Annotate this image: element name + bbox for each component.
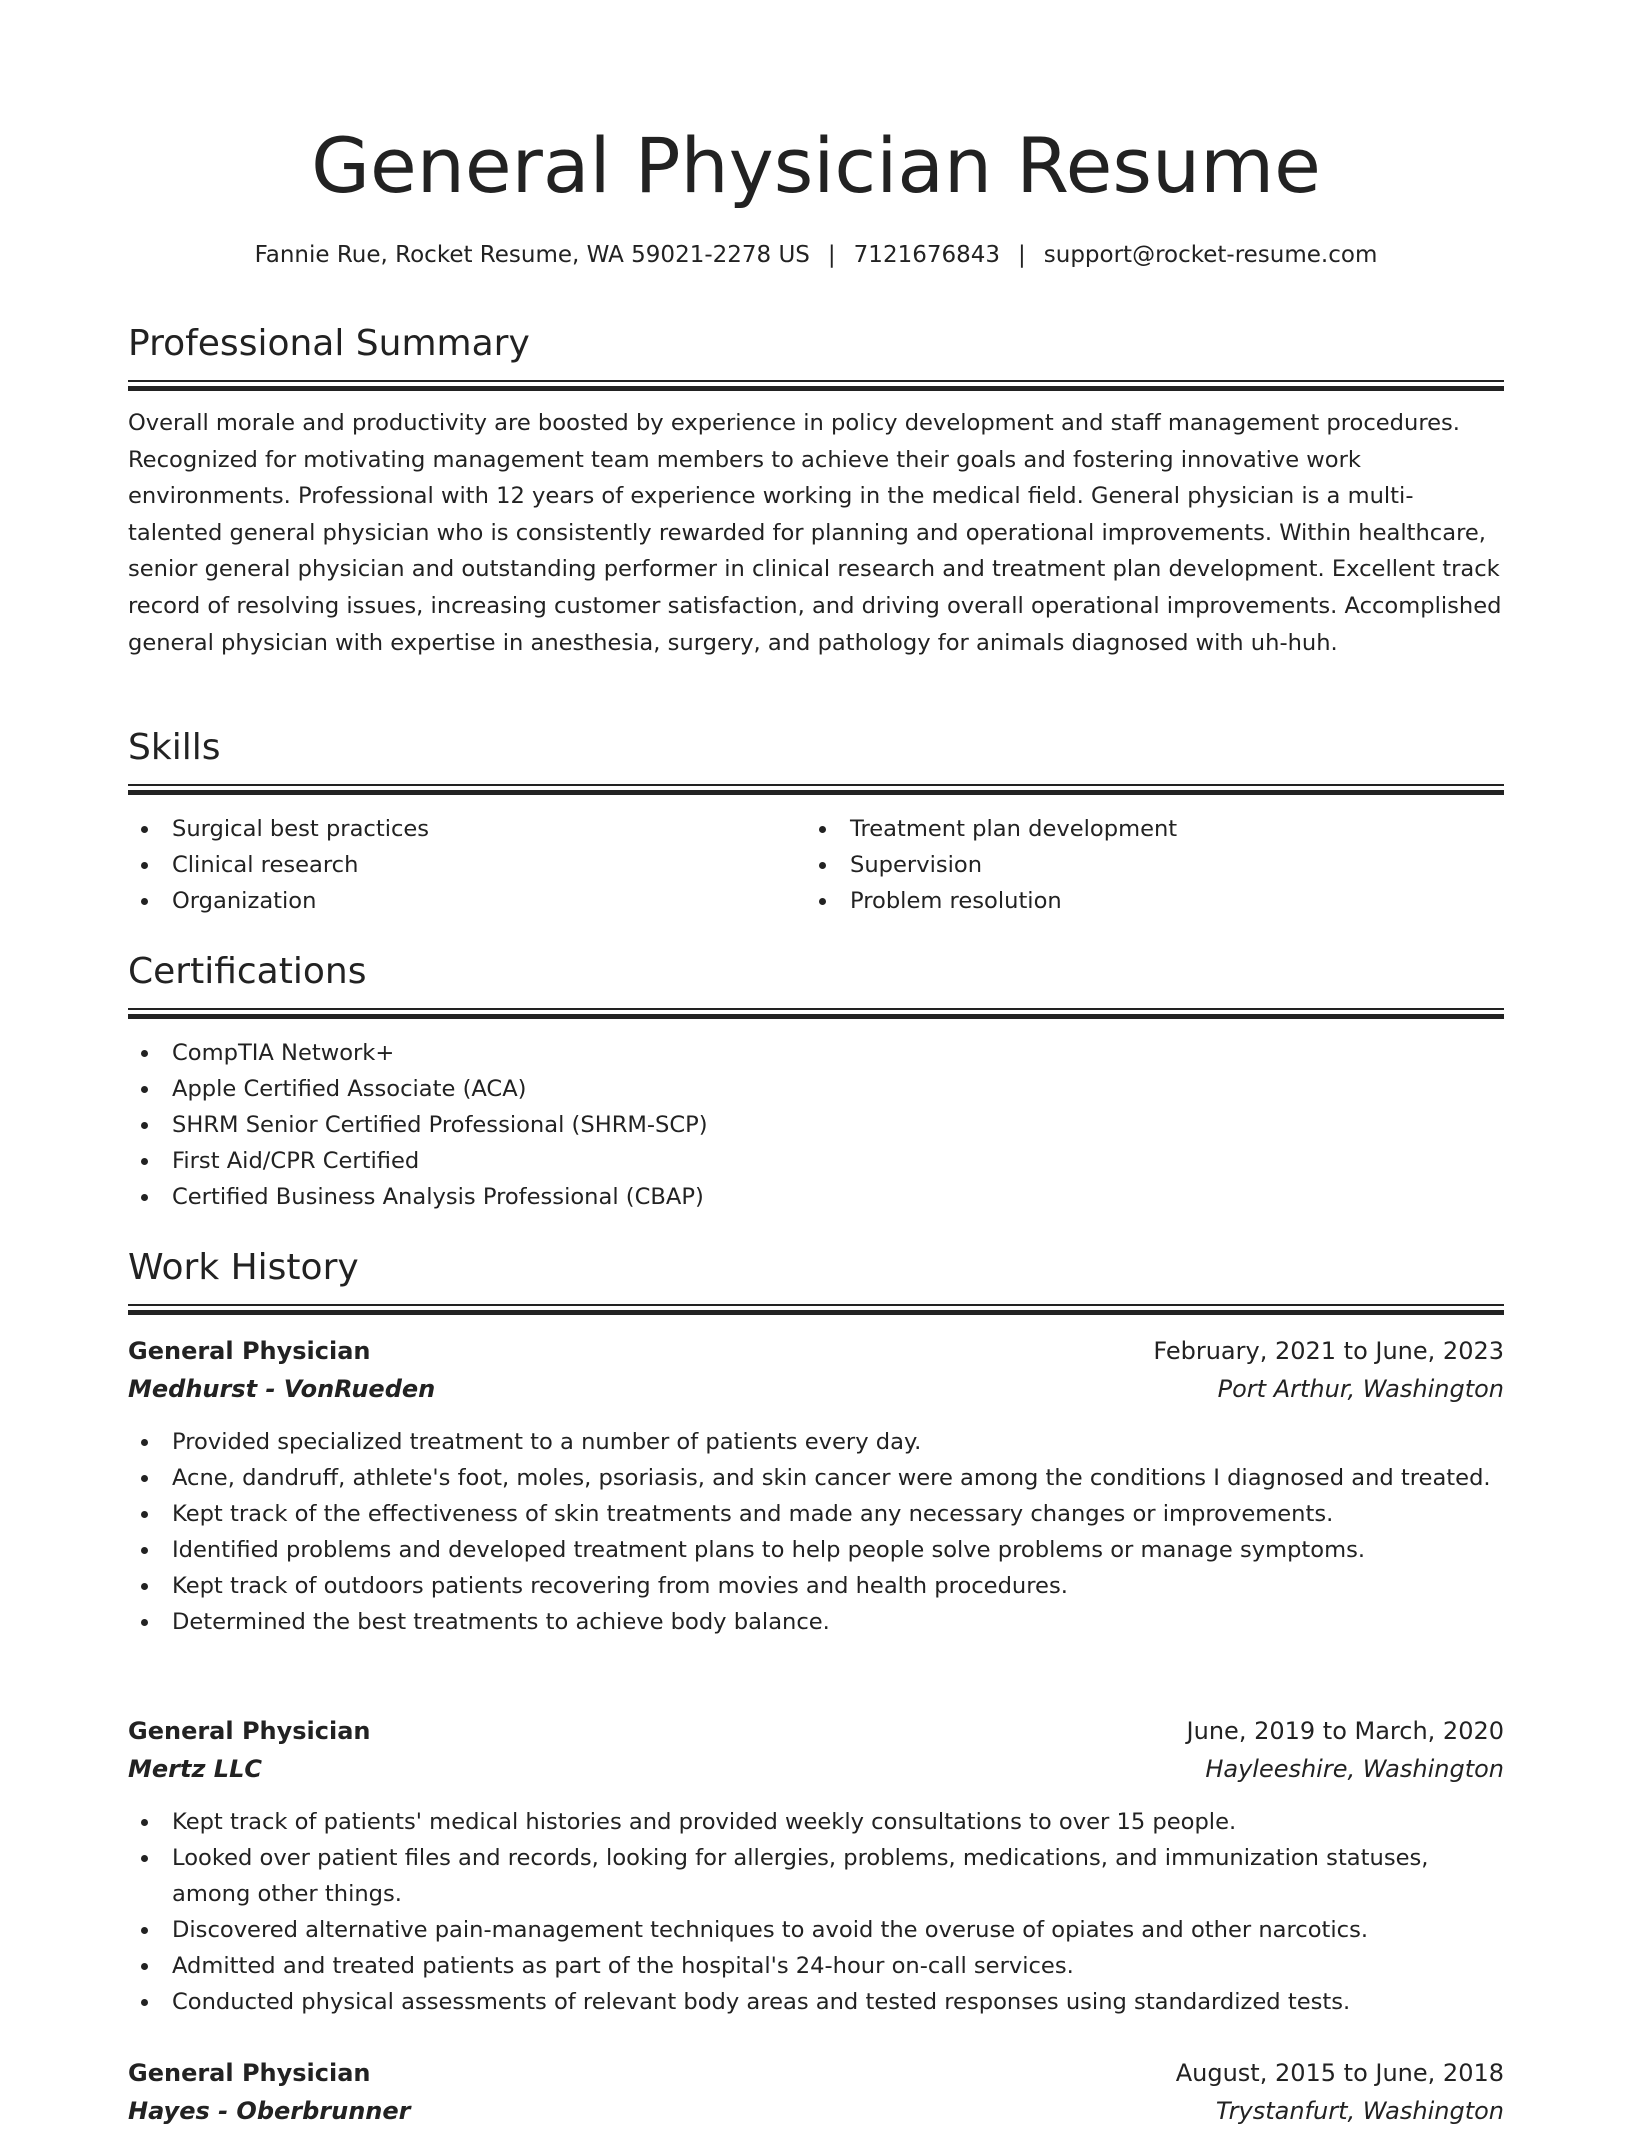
list-item: Kept track of outdoors patients recovering from movies and health procedures. xyxy=(128,1568,1504,1604)
list-item: Kept track of the effectiveness of skin treatments and made any necessary changes or improvements. xyxy=(128,1496,1504,1532)
skills-list-left xyxy=(128,811,806,919)
list-item: Problem resolution xyxy=(806,883,1484,919)
section-heading: Professional Summary xyxy=(128,323,530,364)
list-item: Supervision xyxy=(806,847,1484,883)
certifications-list xyxy=(128,1035,1504,1215)
certifications-section xyxy=(128,948,1504,1215)
contact-separator: | xyxy=(827,242,836,268)
job-company: Medhurst - VonRueden xyxy=(128,1375,436,1403)
job-location: Port Arthur, Washington xyxy=(1217,1375,1504,1403)
list-item: Certified Business Analysis Professional (CBAP) xyxy=(128,1179,1504,1215)
job-company: Hayes - Oberbrunner xyxy=(128,2097,411,2125)
job-company-row xyxy=(128,2092,1504,2130)
list-item: Determined the best treatments to achieve body balance. xyxy=(128,1604,1504,1640)
list-item: Apple Certified Associate (ACA) xyxy=(128,1071,1504,1107)
section-divider xyxy=(128,380,1504,393)
job-title: General Physician xyxy=(128,1337,371,1365)
list-item: Provided specialized treatment to a number of patients every day. xyxy=(128,1424,1504,1460)
list-item: SHRM Senior Certified Professional (SHRM-SCP) xyxy=(128,1107,1504,1143)
list-item: Discovered alternative pain-management techniques to avoid the overuse of opiates and other narcotics. xyxy=(128,1912,1504,1948)
contact-address: Fannie Rue, Rocket Resume, WA 59021-2278 US xyxy=(254,242,810,268)
job-dates: June, 2019 to March, 2020 xyxy=(1186,1717,1504,1745)
job-company-row xyxy=(128,1370,1504,1408)
list-item: CompTIA Network+ xyxy=(128,1035,1504,1071)
job-dates: February, 2021 to June, 2023 xyxy=(1153,1337,1504,1365)
list-item: Looked over patient files and records, looking for allergies, problems, medications, and immunization statuses, among other things. xyxy=(128,1840,1504,1912)
list-item: Acne, dandruff, athlete's foot, moles, psoriasis, and skin cancer were among the conditions I diagnosed and treated. xyxy=(128,1460,1504,1496)
section-heading: Work History xyxy=(128,1247,359,1288)
skills-grid xyxy=(128,811,1504,919)
list-item: Treatment plan development xyxy=(806,811,1484,847)
job-entry xyxy=(128,1712,1504,2020)
list-item: Surgical best practices xyxy=(128,811,806,847)
list-item: Conducted physical assessments of relevant body areas and tested responses using standardized tests. xyxy=(128,1984,1504,2020)
job-company: Mertz LLC xyxy=(128,1755,262,1783)
section-divider xyxy=(128,1008,1504,1021)
list-item: First Aid/CPR Certified xyxy=(128,1143,1504,1179)
job-dates: August, 2015 to June, 2018 xyxy=(1175,2059,1504,2087)
work-history-section xyxy=(128,1244,1504,1317)
job-entry xyxy=(128,1332,1504,1640)
summary-text: Overall morale and productivity are boosted by experience in policy development and staff management procedures. Recognized for motivating management team members to achieve their goals and fostering innovative work environments. Professional with 12 years of experience working in the medical field. General physician is a multi-talented general physician who is consistently rewarded for planning and operational improvements. Within healthcare, senior general physician and outstanding performer in clinical research and treatment plan development. Excellent track record of resolving issues, increasing customer satisfaction, and driving overall operational improvements. Accomplished general physician with expertise in anesthesia, surgery, and pathology for animals diagnosed with uh-huh. xyxy=(128,410,1502,656)
list-item: Kept track of patients' medical histories and provided weekly consultations to over 15 people. xyxy=(128,1804,1504,1840)
job-location: Trystanfurt, Washington xyxy=(1215,2097,1504,2125)
job-header-row xyxy=(128,1712,1504,1750)
section-heading: Certifications xyxy=(128,951,367,992)
skills-list-right xyxy=(806,811,1484,919)
resume-title: General Physician Resume xyxy=(311,121,1321,210)
skills-section xyxy=(128,724,1504,919)
list-item: Admitted and treated patients as part of the hospital's 24-hour on-call services. xyxy=(128,1948,1504,1984)
contact-separator: | xyxy=(1018,242,1026,268)
job-header-row xyxy=(128,1332,1504,1370)
job-entry xyxy=(128,2054,1504,2130)
job-title: General Physician xyxy=(128,2059,371,2087)
job-company-row xyxy=(128,1750,1504,1788)
contact-email: support@rocket-resume.com xyxy=(1043,242,1378,268)
job-location: Hayleeshire, Washington xyxy=(1205,1755,1504,1783)
list-item: Organization xyxy=(128,883,806,919)
job-title: General Physician xyxy=(128,1717,371,1745)
contact-line xyxy=(128,238,1504,272)
professional-summary-section xyxy=(128,320,1504,661)
section-divider xyxy=(128,1304,1504,1317)
job-header-row xyxy=(128,2054,1504,2092)
list-item: Identified problems and developed treatment plans to help people solve problems or manage symptoms. xyxy=(128,1532,1504,1568)
contact-phone: 7121676843 xyxy=(853,242,1001,268)
list-item: Clinical research xyxy=(128,847,806,883)
job-duties-list xyxy=(128,1804,1504,2020)
job-duties-list xyxy=(128,1424,1504,1640)
section-divider xyxy=(128,784,1504,797)
section-heading: Skills xyxy=(128,727,221,768)
